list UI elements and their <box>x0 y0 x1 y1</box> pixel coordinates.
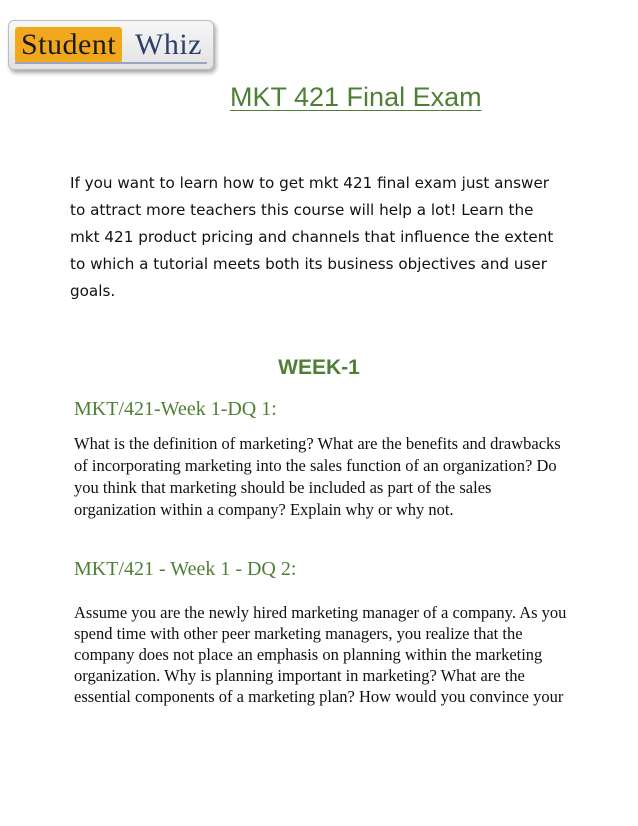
dq2-heading: MKT/421 - Week 1 - DQ 2: <box>74 558 297 580</box>
intro-paragraph: If you want to learn how to get mkt 421 final exam just answer to attract more teachers this course will help a lot! Learn the mkt 421 product pricing and channels that influence the extent to which a tutorial meets both its business objectives and user goals. <box>70 174 554 300</box>
dq1-heading: MKT/421-Week 1-DQ 1: <box>74 398 277 420</box>
dq2-body: Assume you are the newly hired marketing manager of a company. As you spend time with other peer marketing managers, you realize that the company does not place an emphasis on planning within the marketing organization. Why is planning important in marketing? What are the essential components of a marketing plan? How would you convince your <box>74 603 567 706</box>
studentwhiz-logo <box>8 20 214 70</box>
dq1-body: What is the definition of marketing? What are the benefits and drawbacks of incorporating marketing into the sales function of an organization? Do you think that marketing should be included as part of the sales organization within a company? Explain why or why not. <box>74 434 561 519</box>
week-heading: WEEK-1 <box>278 356 360 379</box>
logo-underline <box>15 62 207 64</box>
document-title: MKT 421 Final Exam <box>230 82 482 112</box>
logo-text-student: Student <box>15 27 122 63</box>
logo-text-whiz: Whiz <box>135 28 202 61</box>
